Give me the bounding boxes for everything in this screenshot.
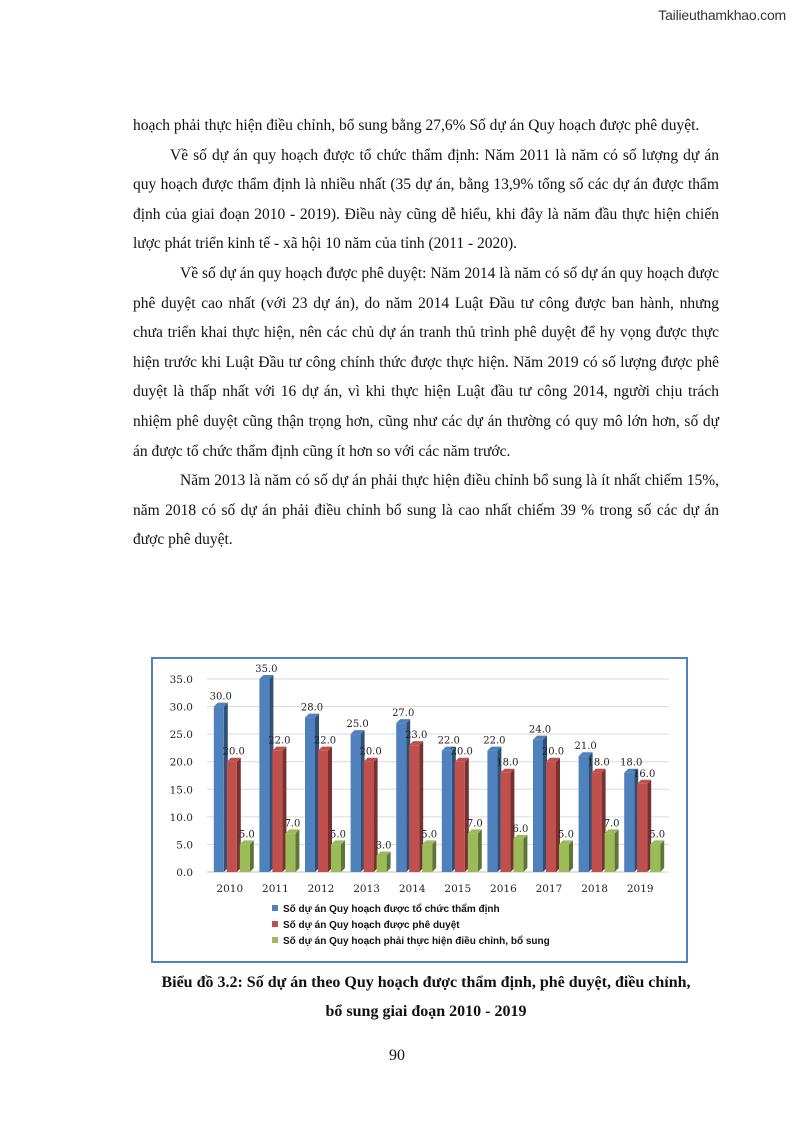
y-tick-label: 20.0 <box>169 756 193 769</box>
bar <box>500 773 510 872</box>
bar <box>579 756 589 872</box>
data-label: 16.0 <box>633 768 656 780</box>
bar-side <box>341 840 345 872</box>
bar-side <box>295 829 299 872</box>
data-label: 7.0 <box>466 818 483 830</box>
data-label: 20.0 <box>450 746 473 758</box>
data-label: 5.0 <box>238 829 255 841</box>
bar <box>331 844 341 872</box>
legend-label: Số dự án Quy hoạch được phê duyệt <box>283 920 460 931</box>
bar <box>533 740 543 872</box>
bar-side <box>660 840 664 872</box>
bar <box>455 762 465 872</box>
x-tick-label: 2019 <box>626 883 654 895</box>
x-tick-label: 2012 <box>307 883 335 895</box>
data-label: 3.0 <box>375 840 392 852</box>
data-label: 22.0 <box>483 735 506 747</box>
chart-figure <box>151 657 688 963</box>
y-tick-label: 25.0 <box>169 729 193 742</box>
bar <box>650 844 660 872</box>
bar <box>605 833 615 872</box>
y-tick-label: 10.0 <box>169 811 193 824</box>
data-label: 6.0 <box>512 823 529 835</box>
bar <box>422 844 432 872</box>
x-tick-label: 2016 <box>490 883 517 895</box>
legend-swatch <box>272 937 278 943</box>
x-tick-label: 2017 <box>535 883 563 895</box>
y-tick-label: 30.0 <box>169 701 193 714</box>
data-label: 20.0 <box>222 746 245 758</box>
data-label: 7.0 <box>284 818 301 830</box>
paragraph-3: Về số dự án quy hoạch được phê duyệt: Năm 2014 là năm có số dự án quy hoạch được phê duyệt cao nhất (với 23 dự án), do năm 2014 Luật Đầu tư công được ban hành, nhưng chưa triển khai thực hiện, nên các chủ dự án tranh thủ trình phê duyệt để hy vọng được thực hiện trước khi Luật Đầu tư công chính thức được thực hiện. Năm 2019 có số lượng được phê duyệt là thấp nhất với 16 dự án, vì khi thực hiện Luật đầu tư công 2014, người chịu trách nhiệm phê duyệt cũng thận trọng hơn, cũng như các dự án thường có quy mô lớn hơn, số dự án được tổ chức thẩm định cũng ít hơn so với các năm trước. <box>133 264 719 460</box>
page-number: 90 <box>389 1047 405 1064</box>
y-tick-label: 5.0 <box>176 839 193 852</box>
paragraph-2: Về số dự án quy hoạch được tổ chức thẩm định: Năm 2011 là năm có số lượng dự án quy hoạch được thẩm định là nhiều nhất (35 dự án, bằng 13,9% tổng số các dự án được thẩm định của giai đoạn 2010 - 2019). Điều này cũng dễ hiểu, khi đây là năm đầu thực hiện chiến lược phát triển kinh tế - xã hội 10 năm của tỉnh (2011 - 2020). <box>133 146 719 253</box>
data-label: 21.0 <box>574 741 597 753</box>
y-tick-label: 15.0 <box>169 784 193 797</box>
x-tick-label: 2018 <box>581 883 608 895</box>
bar-side <box>432 840 436 872</box>
bar <box>396 723 406 872</box>
legend <box>272 903 550 947</box>
legend-swatch <box>272 921 278 927</box>
bar <box>409 745 419 872</box>
legend-label: Số dự án Quy hoạch được tổ chức thẩm định <box>283 904 500 915</box>
data-label: 28.0 <box>300 702 324 714</box>
data-label: 5.0 <box>421 829 438 841</box>
bar <box>227 762 237 872</box>
data-label: 5.0 <box>558 829 574 841</box>
data-label: 20.0 <box>541 746 565 758</box>
bar <box>318 751 328 872</box>
data-label: 25.0 <box>346 719 369 731</box>
bar-side <box>478 829 482 872</box>
data-label: 22.0 <box>437 735 460 747</box>
data-label: 30.0 <box>209 691 232 703</box>
x-axis <box>216 883 653 895</box>
bar-side <box>569 840 573 872</box>
watermark: Tailieuthamkhao.com <box>658 7 786 23</box>
bar <box>624 773 634 872</box>
y-tick-label: 35.0 <box>169 674 193 686</box>
bar <box>214 707 224 872</box>
bar <box>468 833 478 872</box>
data-label: 22.0 <box>268 735 291 747</box>
data-label: 18.0 <box>587 757 610 769</box>
data-label: 24.0 <box>528 724 552 736</box>
bar <box>546 762 556 872</box>
bars <box>210 664 665 872</box>
paragraph-1: hoạch phải thực hiện điều chỉnh, bổ sung bằng 27,6% Số dự án Quy hoạch được phê duyệt. <box>133 117 700 134</box>
x-tick-label: 2015 <box>444 883 472 895</box>
data-label: 18.0 <box>496 757 519 769</box>
figure-caption <box>120 968 732 1026</box>
x-tick-label: 2011 <box>262 883 289 895</box>
bar-chart <box>153 659 686 961</box>
bar <box>364 762 374 872</box>
bar-side <box>374 758 378 872</box>
y-axis <box>170 674 193 879</box>
bar <box>272 751 282 872</box>
bar-side <box>250 840 254 872</box>
bar <box>377 855 387 872</box>
x-tick-label: 2013 <box>353 883 380 895</box>
data-label: 22.0 <box>313 735 337 747</box>
data-label: 7.0 <box>603 818 620 830</box>
data-label: 18.0 <box>620 757 643 769</box>
bar <box>285 833 295 872</box>
data-label: 5.0 <box>330 829 346 841</box>
bar <box>637 784 647 872</box>
x-tick-label: 2010 <box>216 883 244 895</box>
legend-swatch <box>272 905 278 911</box>
bar-side <box>615 829 619 872</box>
bar <box>487 751 497 872</box>
data-label: 27.0 <box>392 708 415 720</box>
bar <box>442 751 452 872</box>
data-label: 23.0 <box>405 730 428 742</box>
bar <box>240 844 250 872</box>
caption-line-1: Biểu đồ 3.2: Số dự án theo Quy hoạch được thẩm định, phê duyệt, điều chỉnh, <box>161 974 691 991</box>
bar-side <box>523 835 527 872</box>
bar <box>259 679 269 872</box>
legend-label: Số dự án Quy hoạch phải thực hiện điều chỉnh, bổ sung <box>283 936 550 947</box>
x-tick-label: 2014 <box>398 883 426 895</box>
y-tick-label: 0.0 <box>176 867 193 879</box>
bar <box>559 844 569 872</box>
data-label: 5.0 <box>649 829 666 841</box>
bar <box>592 773 602 872</box>
paragraph-4: Năm 2013 là năm có số dự án phải thực hiện điều chỉnh bổ sung là ít nhất chiếm 15%, năm 2018 có số dự án phải điều chỉnh bổ sung là cao nhất chiếm 39 % trong số các dự án được phê duyệt. <box>133 472 719 549</box>
data-label: 20.0 <box>359 746 382 758</box>
caption-line-2: bổ sung giai đoạn 2010 - 2019 <box>325 1003 527 1020</box>
body-text <box>133 111 719 555</box>
bar <box>513 839 523 872</box>
data-label: 35.0 <box>255 664 278 675</box>
